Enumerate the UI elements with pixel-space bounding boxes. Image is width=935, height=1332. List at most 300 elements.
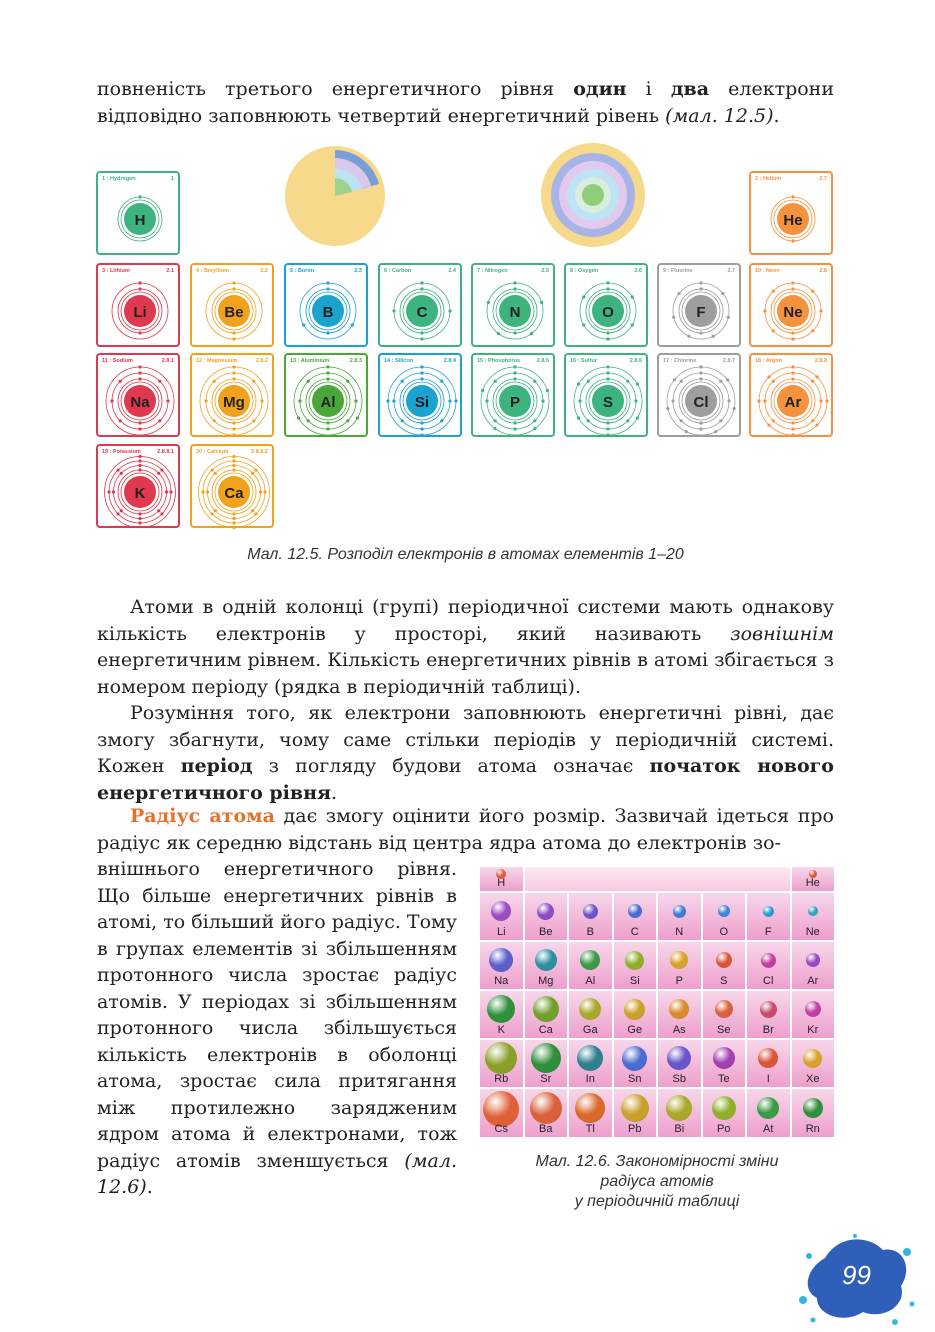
electron-dot — [210, 468, 213, 471]
caption-line: Мал. 12.6. Закономірності зміни — [535, 1153, 779, 1170]
atom-sphere — [579, 998, 601, 1020]
electron-dot — [606, 281, 609, 284]
intro-bold-two: два — [670, 78, 710, 100]
electron-dot — [587, 419, 590, 422]
electron-dot — [232, 427, 235, 430]
electron-dot — [351, 323, 354, 326]
element-cell-ne — [749, 263, 833, 347]
atom-sphere — [531, 1043, 561, 1073]
atom-sphere — [625, 951, 644, 970]
bohr-model — [566, 355, 650, 439]
element-name: 3 : Lithium — [102, 268, 130, 274]
bohr-model — [751, 173, 835, 257]
electron-dot — [232, 521, 235, 524]
electron-config: 2.8.5 — [536, 358, 549, 364]
electron-dot — [158, 419, 161, 422]
electron-dot — [494, 380, 497, 383]
electron-dot — [636, 382, 639, 385]
electron-config: 2.8.3 — [349, 358, 362, 364]
electron-dot — [757, 399, 760, 402]
element-name: 9 : Fluorine — [663, 268, 693, 274]
element-name: 8 : Oxygen — [570, 268, 599, 274]
electron-dot — [138, 377, 141, 380]
electron-config: 2.8.8.2 — [251, 449, 268, 455]
electron-dot — [386, 399, 389, 402]
element-symbol: Al — [320, 394, 336, 411]
electron-dot — [232, 455, 235, 458]
element-symbol: Li — [496, 926, 506, 938]
electron-dot — [699, 331, 702, 334]
electron-dot — [251, 472, 254, 475]
italic-term: зовнішнім — [730, 622, 834, 645]
intro-bold-one: один — [573, 78, 627, 100]
electron-dot — [307, 380, 310, 383]
radius-cell-ar — [792, 942, 835, 989]
electron-dot — [763, 309, 766, 312]
table-empty-span — [525, 867, 790, 891]
intro-text: електрони відповідно заповнюють четвертий енергетичний рівень — [97, 78, 835, 127]
intro-paragraph — [97, 76, 834, 129]
electron-dot — [232, 433, 235, 436]
electron-dot — [420, 427, 423, 430]
element-symbol: Pb — [628, 1123, 642, 1135]
paragraph-text: . — [146, 1176, 153, 1198]
element-symbol: B — [322, 304, 334, 321]
radius-cell-tl — [569, 1089, 612, 1137]
atom-sphere — [577, 1045, 603, 1071]
radius-cell-at — [747, 1089, 790, 1137]
element-symbol: Ar — [807, 975, 819, 987]
electron-dot — [513, 331, 516, 334]
electron-dot — [326, 377, 329, 380]
atom-sphere — [670, 951, 688, 969]
atom-sphere — [575, 1093, 605, 1123]
atom-sphere — [712, 1096, 736, 1120]
electron-dot — [631, 323, 634, 326]
radius-cell-as — [658, 991, 701, 1038]
atom-sphere — [763, 906, 774, 917]
element-cell-si — [378, 353, 462, 437]
electron-dot — [206, 490, 209, 493]
electron-dot — [138, 281, 141, 284]
element-symbol: Be — [539, 926, 553, 938]
electron-config: 2.8.4 — [443, 358, 456, 364]
electron-dot — [232, 287, 235, 290]
figure-reference: (мал. 12.5) — [665, 104, 774, 127]
electron-dot — [259, 490, 262, 493]
radius-cell-li — [480, 893, 523, 940]
electron-dot — [326, 371, 329, 374]
electron-config: 2.8 — [819, 268, 827, 274]
intro-text: . — [773, 104, 780, 127]
radius-cell-rb — [480, 1040, 523, 1087]
paragraph-text: внішнього енергетичного рівня. Що більше енергетичних рівнів в атомі, то більший його радіус. Тому в групах елементів зі збільшенням протонного числа зростає радіус атомів. У періодах зі збільшенням протонного числа збільшується кількість електронів в оболонці атома, зростає сила притягання між протилежно зарядженим ядром атома й електронами, тож радіус атомів зменшується — [97, 858, 457, 1172]
electron-dot — [671, 399, 674, 402]
radius-cell-ba — [525, 1089, 568, 1137]
electron-dot — [232, 464, 235, 467]
electron-dot — [727, 316, 730, 319]
element-cell-li — [96, 263, 180, 347]
element-symbol: Br — [762, 1024, 774, 1036]
element-name: 15 : Phosphorus — [477, 358, 521, 364]
electron-dot — [119, 419, 122, 422]
electron-dot — [815, 423, 818, 426]
element-symbol: Li — [133, 304, 147, 321]
bohr-model — [286, 265, 370, 349]
electron-dot — [582, 295, 585, 298]
electron-dot — [513, 287, 516, 290]
element-symbol: Si — [414, 394, 430, 411]
electron-dot — [606, 365, 609, 368]
radius-cell-na — [480, 942, 523, 989]
electron-config: 2.3 — [354, 268, 362, 274]
radius-cell-cs — [480, 1089, 523, 1137]
electron-dot — [166, 399, 169, 402]
bold-term-new-level: початок нового енергетичного рівня — [97, 755, 834, 804]
radius-cell-s — [703, 942, 746, 989]
radius-cell-mg — [525, 942, 568, 989]
electron-dot — [420, 433, 423, 436]
element-cell-o — [564, 263, 648, 347]
figure-12-5-caption: Мал. 12.5. Розподіл електронів в атомах елементів 1–20 — [247, 546, 684, 563]
element-cell-p — [471, 353, 555, 437]
electron-dot — [448, 399, 451, 402]
radius-cell-o — [703, 893, 746, 940]
electron-dot — [481, 389, 484, 392]
radius-cell-te — [703, 1040, 746, 1087]
electron-dot — [513, 427, 516, 430]
bohr-model — [380, 355, 464, 439]
electron-dot — [138, 287, 141, 290]
element-cell-ca — [190, 444, 274, 528]
electron-dot — [232, 468, 235, 471]
electron-dot — [120, 509, 123, 512]
atom-sphere — [583, 904, 598, 919]
electron-dot — [119, 380, 122, 383]
electron-dot — [138, 331, 141, 334]
electron-dot — [811, 419, 814, 422]
bohr-model — [192, 355, 276, 439]
electron-dot — [116, 468, 119, 471]
electron-dot — [252, 419, 255, 422]
element-symbol: N — [675, 926, 684, 938]
electron-dot — [606, 287, 609, 290]
element-name: 14 : Silicon — [384, 358, 414, 364]
electron-dot — [201, 490, 204, 493]
electron-dot — [440, 380, 443, 383]
atom-sphere — [535, 949, 557, 971]
atom-sphere — [713, 1047, 735, 1069]
element-name: 11 : Sodium — [102, 358, 133, 364]
radius-cell-in — [569, 1040, 612, 1087]
radius-cell-se — [703, 991, 746, 1038]
electron-dot — [606, 331, 609, 334]
electron-dot — [420, 377, 423, 380]
electron-dot — [138, 512, 141, 515]
electron-dot — [232, 512, 235, 515]
element-name: 20 : Calcium — [196, 449, 229, 455]
electron-dot — [138, 365, 141, 368]
radius-cell-f — [747, 893, 790, 940]
electron-dot — [260, 399, 263, 402]
atom-sphere — [628, 904, 642, 918]
electron-dot — [540, 301, 543, 304]
electron-dot — [791, 421, 794, 424]
bohr-model — [286, 355, 370, 439]
electron-dot — [699, 427, 702, 430]
element-symbol: Rn — [805, 1123, 820, 1135]
element-name: 19 : Potassium — [102, 449, 141, 455]
electron-dot — [791, 239, 794, 242]
electron-dot — [699, 421, 702, 424]
atom-sphere — [580, 950, 600, 970]
electron-dot — [232, 517, 235, 520]
electron-dot — [719, 419, 722, 422]
element-symbol: Ne — [783, 304, 803, 321]
element-symbol: S — [720, 975, 728, 987]
electron-dot — [699, 287, 702, 290]
element-symbol: P — [675, 975, 683, 987]
element-symbol: He — [805, 877, 820, 889]
electron-dot — [401, 380, 404, 383]
bohr-model — [473, 355, 557, 439]
electron-dot — [666, 407, 669, 410]
element-symbol: Rb — [494, 1073, 509, 1085]
electron-dot — [791, 195, 794, 198]
electron-dot — [712, 335, 715, 338]
electron-dot — [232, 526, 235, 529]
bohr-model — [659, 265, 743, 349]
electron-dot — [714, 430, 717, 433]
element-symbol: Te — [717, 1073, 730, 1085]
radius-cell-br — [747, 991, 790, 1038]
electron-dot — [138, 371, 141, 374]
electron-dot — [448, 309, 451, 312]
electron-dot — [699, 365, 702, 368]
electron-dot — [213, 419, 216, 422]
element-symbol: Cs — [494, 1123, 508, 1135]
element-name: 18 : Argon — [755, 358, 782, 364]
element-symbol: Cl — [693, 394, 709, 411]
electron-dot — [493, 427, 496, 430]
element-symbol: Se — [717, 1024, 731, 1036]
bold-term-period: період — [180, 755, 253, 777]
element-cell-al — [284, 353, 368, 437]
element-symbol: Sb — [672, 1073, 686, 1085]
electron-dot — [606, 421, 609, 424]
page-number: 99 — [842, 1260, 871, 1290]
bohr-model — [98, 446, 182, 530]
element-cell-k — [96, 444, 180, 528]
electron-dot — [685, 430, 688, 433]
radius-cell-n — [658, 893, 701, 940]
bohr-model — [192, 265, 276, 349]
element-cell-mg — [190, 353, 274, 437]
atom-cutaway-illustration — [282, 146, 388, 246]
element-symbol: O — [719, 926, 729, 938]
electron-dot — [513, 371, 516, 374]
electron-dot — [346, 419, 349, 422]
electron-dot — [791, 337, 794, 340]
radius-cell-sr — [525, 1040, 568, 1087]
electron-dot — [530, 332, 533, 335]
element-cell-h — [96, 171, 180, 255]
paragraph-periods — [97, 700, 834, 806]
element-symbol: Ca — [224, 485, 244, 502]
electron-dot — [582, 323, 585, 326]
element-name: 16 : Sulfur — [570, 358, 597, 364]
electron-dot — [606, 377, 609, 380]
atom-sphere — [485, 1042, 517, 1074]
electron-dot — [298, 399, 301, 402]
element-name: 2 : Helium — [755, 176, 782, 182]
bohr-model — [566, 265, 650, 349]
electron-dot — [767, 375, 770, 378]
electron-dot — [577, 382, 580, 385]
electron-dot — [232, 337, 235, 340]
electron-dot — [354, 399, 357, 402]
atom-sphere — [487, 995, 515, 1023]
electron-dot — [726, 378, 729, 381]
electron-dot — [232, 377, 235, 380]
electron-dot — [513, 281, 516, 284]
electron-dot — [138, 455, 141, 458]
electron-dot — [326, 281, 329, 284]
electron-dot — [791, 281, 794, 284]
electron-dot — [138, 468, 141, 471]
element-cell-f — [657, 263, 741, 347]
atom-sphere — [805, 1001, 821, 1017]
caption-line: у періодичній таблиці — [574, 1193, 740, 1210]
intro-text: повненість третього енергетичного рівня — [97, 78, 574, 100]
element-symbol: Mg — [223, 394, 245, 411]
electron-dot — [110, 399, 113, 402]
electron-dot — [420, 371, 423, 374]
element-name: 17 : Chlorine — [663, 358, 697, 364]
radius-cell-h — [480, 867, 523, 891]
electron-dot — [513, 377, 516, 380]
element-symbol: In — [585, 1073, 595, 1085]
radius-cell-bi — [658, 1089, 701, 1137]
radius-cell-ca — [525, 991, 568, 1038]
electron-dot — [811, 290, 814, 293]
element-symbol: K — [134, 485, 146, 502]
element-symbol: Sn — [628, 1073, 642, 1085]
bohr-model — [751, 265, 835, 349]
electron-dot — [772, 380, 775, 383]
atom-sphere — [491, 901, 511, 921]
electron-dot — [811, 329, 814, 332]
radius-cell-p — [658, 942, 701, 989]
electron-dot — [533, 380, 536, 383]
electron-dot — [157, 509, 160, 512]
bohr-model — [659, 355, 743, 439]
element-cell-s — [564, 353, 648, 437]
element-cell-he — [749, 171, 833, 255]
electron-config: 2.8.8.1 — [157, 449, 174, 455]
element-symbol: Sr — [540, 1073, 552, 1085]
paragraph-text: Розуміння того, як електрони заповнюють енергетичні рівні, дає змогу збагнути, чому саме стільки періодів у періодичній системі. Кожен — [97, 702, 834, 777]
electron-dot — [497, 332, 500, 335]
atom-sphere — [622, 1046, 647, 1071]
electron-dot — [232, 365, 235, 368]
electron-dot — [158, 380, 161, 383]
element-symbol: B — [586, 926, 594, 938]
element-name: 1 : Hydrogen — [102, 176, 136, 182]
electron-dot — [326, 287, 329, 290]
atom-sphere — [758, 1048, 778, 1068]
atom-sphere — [666, 1095, 692, 1121]
element-cell-cl — [657, 353, 741, 437]
electron-dot — [440, 419, 443, 422]
electron-config: 2.4 — [448, 268, 456, 274]
element-symbol: At — [763, 1123, 774, 1135]
electron-dot — [138, 464, 141, 467]
atom-sphere — [624, 999, 645, 1020]
atom-sphere — [483, 1091, 519, 1127]
paragraph-text: Атоми в одній колонці (групі) періодичної системи мають однакову кількість електронів у просторі, який називають — [97, 596, 834, 645]
radius-cell-k — [480, 991, 523, 1038]
element-symbol: Na — [130, 394, 150, 411]
atom-sphere — [806, 953, 820, 967]
figure-12-6-caption — [479, 1152, 835, 1212]
electron-dot — [533, 419, 536, 422]
electron-dot — [767, 423, 770, 426]
electron-dot — [356, 416, 359, 419]
electron-dot — [214, 472, 217, 475]
paragraph-radius-intro — [97, 803, 834, 856]
electron-config: 2.7 — [819, 176, 827, 182]
electron-config: 2.8.7 — [722, 358, 735, 364]
electron-dot — [232, 421, 235, 424]
electron-dot — [169, 490, 172, 493]
electron-config: 2.6 — [634, 268, 642, 274]
electron-dot — [263, 490, 266, 493]
electron-dot — [346, 380, 349, 383]
bohr-model — [192, 446, 276, 530]
element-symbol: He — [783, 212, 803, 229]
electron-dot — [254, 468, 257, 471]
element-symbol: Tl — [585, 1123, 595, 1135]
element-symbol: Ar — [784, 394, 802, 411]
element-symbol: Ca — [538, 1024, 553, 1036]
atom-sphere — [757, 1097, 779, 1119]
electron-dot — [420, 281, 423, 284]
element-symbol: N — [509, 304, 521, 321]
element-symbol: C — [416, 304, 428, 321]
electron-dot — [721, 292, 724, 295]
element-symbol: Ga — [582, 1024, 598, 1036]
electron-dot — [815, 375, 818, 378]
electron-dot — [699, 281, 702, 284]
electron-dot — [120, 472, 123, 475]
electron-dot — [791, 377, 794, 380]
electron-dot — [680, 419, 683, 422]
paragraph-radius-body — [97, 856, 457, 1201]
electron-dot — [546, 389, 549, 392]
electron-dot — [420, 337, 423, 340]
electron-dot — [392, 309, 395, 312]
element-cell-b — [284, 263, 368, 347]
electron-dot — [232, 331, 235, 334]
element-symbol: Al — [585, 975, 596, 987]
electron-dot — [420, 331, 423, 334]
electron-dot — [326, 331, 329, 334]
element-symbol: K — [497, 1024, 505, 1036]
electron-dot — [791, 433, 794, 436]
atom-sphere — [530, 1092, 562, 1124]
bohr-model — [473, 265, 557, 349]
